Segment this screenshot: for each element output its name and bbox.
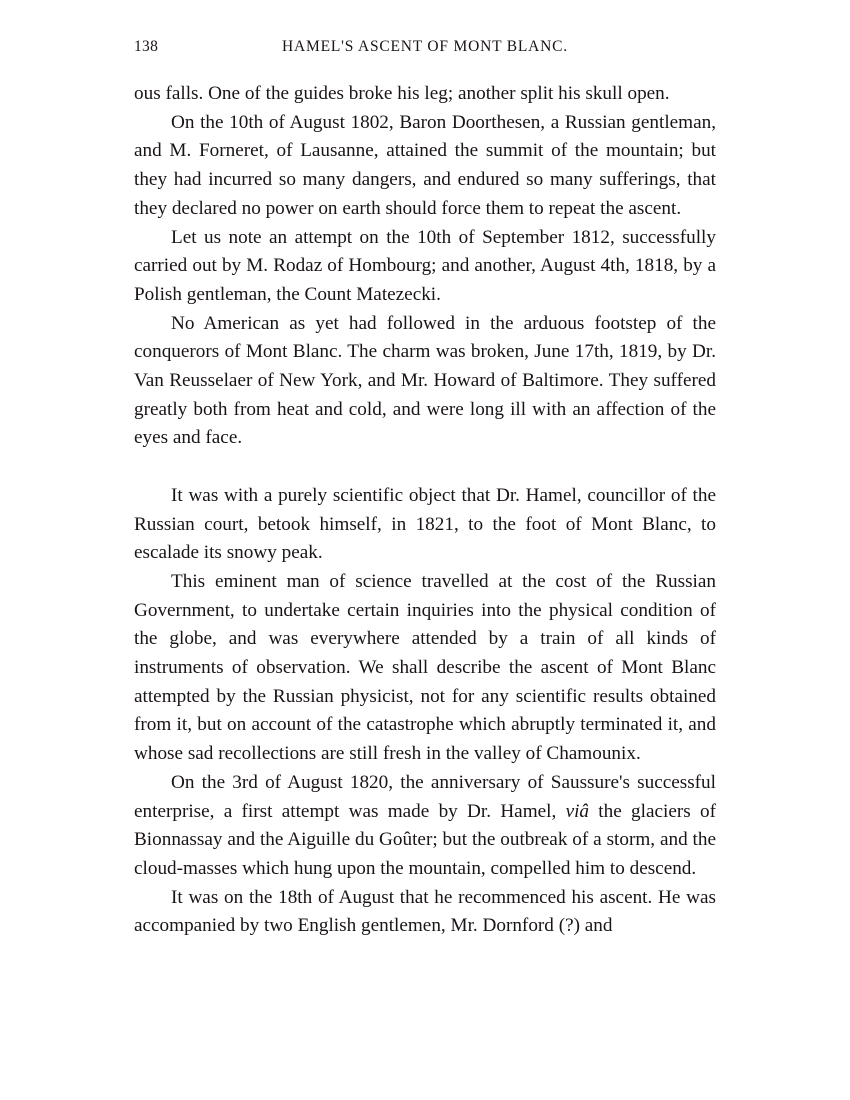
italic-via: viâ xyxy=(565,800,590,822)
paragraph-first-attempt xyxy=(134,769,716,884)
paragraph-rodaz-attempt: Let us note an attempt on the 10th of September 1812, successfully carried out by M. Rodaz of Hombourg; and another, August 4th, 1818, by a Polish gentleman, the Count Matezecki. xyxy=(134,226,716,305)
running-title: HAMEL'S ASCENT OF MONT BLANC. xyxy=(282,38,568,55)
page-number: 138 xyxy=(134,38,159,55)
paragraph-american-ascent: No American as yet had followed in the arduous footstep of the conquerors of Mont Blanc. The charm was broken, June 17th, 1819, by Dr. Van Reusselaer of New York, and Mr. Howard of Baltimore. They suffered greatly both from heat and cold, and were long ill with an affection of the eyes and face. xyxy=(134,312,716,449)
paragraph-second-attempt: It was on the 18th of August that he recommenced his ascent. He was accompanied by two English gentlemen, Mr. Dornford (?) and xyxy=(134,886,716,937)
page-header xyxy=(134,38,716,62)
paragraph-first-attempt-end: the glaciers of Bionnassay and the Aiguille du Goûter; but the outbreak of a storm, and the cloud-masses which hung upon the mountain, compelled him to descend. xyxy=(134,800,716,879)
paragraph-hamel-science: This eminent man of science travelled at the cost of the Russian Government, to undertake certain inquiries into the physical condition of the globe, and was everywhere attended by a train of all kinds of instruments of observation. We shall describe the ascent of Mont Blanc attempted by the Russian physicist, not for any scientific results obtained from it, but on account of the catastrophe which abruptly terminated it, and whose sad recollections are still fresh in the valley of Chamounix. xyxy=(134,570,716,765)
paragraph-continuation: ous falls. One of the guides broke his leg; another split his skull open. xyxy=(134,83,670,104)
paragraph-first-attempt-start: On the 3rd of August 1820, the anniversary of Saussure's successful enterprise, a first attempt was made by Dr. Hamel, xyxy=(134,771,716,822)
body-text xyxy=(134,80,716,941)
paragraph-doorthesen-ascent: On the 10th of August 1802, Baron Doorthesen, a Russian gentleman, and M. Forneret, of Lausanne, attained the summit of the mountain; but they had incurred so many dangers, and endured so many sufferings, that they declared no power on earth should force them to repeat the ascent. xyxy=(134,111,716,219)
paragraph-hamel-intro: It was with a purely scientific object that Dr. Hamel, councillor of the Russian court, betook himself, in 1821, to the foot of Mont Blanc, to escalade its snowy peak. xyxy=(134,484,716,564)
